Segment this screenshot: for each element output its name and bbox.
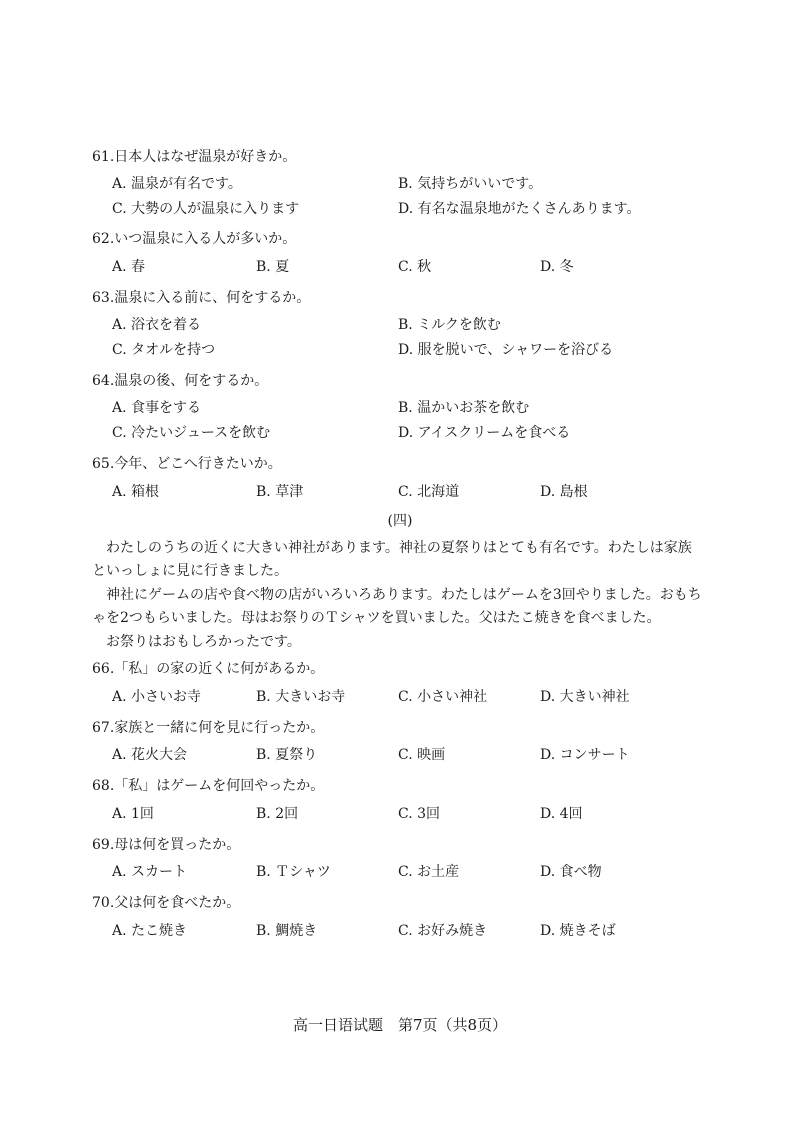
option-66-b[interactable]: B. 大きいお寺 [256,689,346,705]
option-61-d[interactable]: D. 有名な温泉地がたくさんあります。 [398,201,641,217]
option-66-d[interactable]: D. 大きい神社 [540,689,630,705]
question-number: 63. [92,290,115,306]
question-text: 温泉に入る前に、何をするか。 [114,290,311,306]
question-62 [92,229,296,249]
option-61-a[interactable]: A. 温泉が有名です。 [112,176,242,192]
question-text: 温泉の後、何をするか。 [114,373,269,389]
question-text: いつ温泉に入る人が多いか。 [114,231,297,247]
option-70-c[interactable]: C. お好み焼き [398,923,488,939]
option-66-c[interactable]: C. 小さい神社 [398,689,488,705]
passage-line: ゃを2つもらいました。母はお祭りのＴシャツを買いました。父はたこ焼きを食べました。 [92,610,661,626]
option-61-c[interactable]: C. 大勢の人が温泉に入ります [112,201,300,217]
question-text: 「私」の家の近くに何があるか。 [114,661,325,677]
option-63-b[interactable]: B. ミルクを飲む [398,317,501,333]
option-64-a[interactable]: A. 食事をする [112,400,202,416]
option-67-d[interactable]: D. コンサート [540,747,630,763]
option-68-d[interactable]: D. 4回 [540,806,583,822]
question-number: 66. [92,661,115,677]
option-69-a[interactable]: A. スカート [112,864,188,880]
option-67-c[interactable]: C. 映画 [398,747,446,763]
question-number: 65. [92,456,115,472]
question-number: 61. [92,149,115,165]
option-62-d[interactable]: D. 冬 [540,259,574,275]
question-text: 日本人はなぜ温泉が好きか。 [114,149,297,165]
option-67-b[interactable]: B. 夏祭り [256,747,318,763]
question-number: 70. [92,895,115,911]
question-64 [92,371,268,391]
passage-line: といっしょに見に行きました。 [92,563,288,579]
option-70-b[interactable]: B. 鯛焼き [256,923,318,939]
option-69-b[interactable]: B. Ｔシャツ [256,864,331,880]
option-64-c[interactable]: C. 冷たいジュースを飲む [112,425,271,441]
question-number: 67. [92,720,115,736]
option-68-c[interactable]: C. 3回 [398,806,441,822]
section-title: (四) [387,513,413,529]
option-65-d[interactable]: D. 島根 [540,484,588,500]
option-69-c[interactable]: C. お土産 [398,864,460,880]
option-62-c[interactable]: C. 秋 [398,259,432,275]
question-number: 64. [92,373,115,389]
passage-line: お祭りはおもしろかったです。 [92,634,301,650]
question-68 [92,776,324,796]
question-text: 今年、どこへ行きたいか。 [114,456,282,472]
option-65-b[interactable]: B. 草津 [256,484,304,500]
question-69 [92,835,240,855]
option-70-d[interactable]: D. 焼きそば [540,923,616,939]
page-footer: 高一日语试题 第7页（共8页） [292,1016,508,1034]
question-number: 68. [92,778,115,794]
question-66 [92,659,324,679]
option-68-a[interactable]: A. 1回 [112,806,154,822]
question-67 [92,718,324,738]
option-65-a[interactable]: A. 箱根 [112,484,160,500]
question-70 [92,893,240,913]
option-68-b[interactable]: B. 2回 [256,806,299,822]
option-62-b[interactable]: B. 夏 [256,259,290,275]
option-62-a[interactable]: A. 春 [112,259,146,275]
passage-line: わたしのうちの近くに大きい神社があります。神社の夏祭りはとても有名です。わたしは家族 [92,540,692,556]
question-63 [92,288,310,308]
question-61 [92,147,296,167]
option-65-c[interactable]: C. 北海道 [398,484,460,500]
option-63-c[interactable]: C. タオルを持つ [112,342,216,358]
question-text: 家族と一緒に何を見に行ったか。 [114,720,325,736]
question-text: 母は何を買ったか。 [114,837,241,853]
question-65 [92,454,282,474]
option-64-b[interactable]: B. 温かいお茶を飲む [398,400,530,416]
option-61-b[interactable]: B. 気持ちがいいです。 [398,176,543,192]
option-67-a[interactable]: A. 花火大会 [112,747,188,763]
question-number: 62. [92,231,115,247]
passage-line: 神社にゲームの店や食べ物の店がいろいろあります。わたしはゲームを3回やりました。おもち [92,587,702,603]
option-63-a[interactable]: A. 浴衣を着る [112,317,202,333]
question-text: 父は何を食べたか。 [114,895,241,911]
option-63-d[interactable]: D. 服を脱いで、シャワーを浴びる [398,342,614,358]
option-69-d[interactable]: D. 食べ物 [540,864,602,880]
question-text: 「私」はゲームを何回やったか。 [114,778,325,794]
question-number: 69. [92,837,115,853]
option-70-a[interactable]: A. たこ焼き [112,923,188,939]
option-66-a[interactable]: A. 小さいお寺 [112,689,202,705]
option-64-d[interactable]: D. アイスクリームを食べる [398,425,571,441]
